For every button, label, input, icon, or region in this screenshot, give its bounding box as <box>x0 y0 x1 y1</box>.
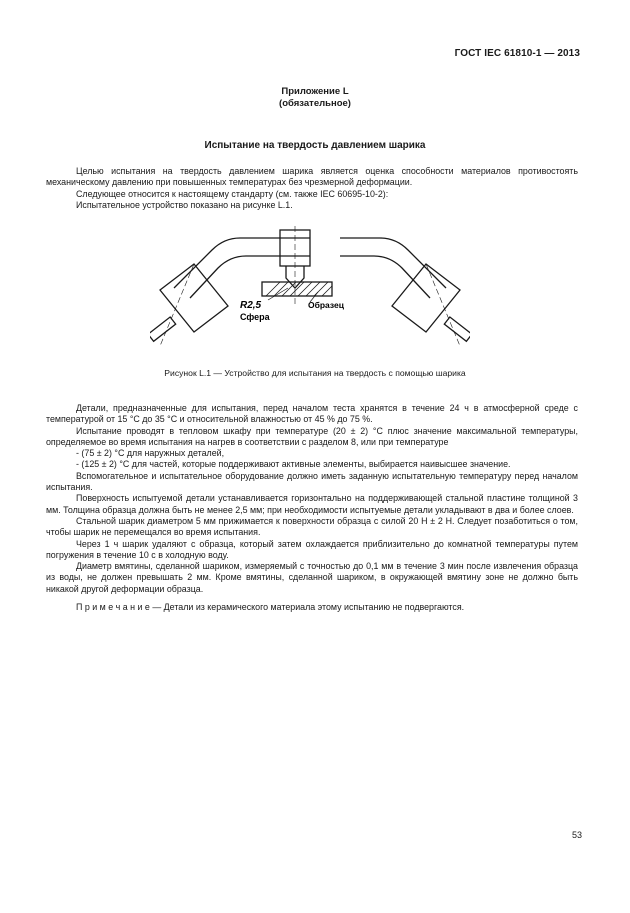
annex-title: Приложение L <box>281 86 349 97</box>
section-title: Испытание на твердость давлением шарика <box>204 140 426 151</box>
paragraph: Стальной шарик диаметром 5 мм прижимается к поверхности образца с силой 20 Н ± 2 Н. Следует позаботиться о том, чтобы шарик не перемещался во время испытания. <box>46 515 578 538</box>
annex-heading <box>0 86 630 110</box>
paragraph: Испытание проводят в тепловом шкафу при температуре (20 ± 2) °С плюс значение максимальной температуры, определяемое во время испытания на нагрев в соответствии с разделом 8, или при температуре <box>46 425 578 447</box>
list-item: - (75 ± 2) °С для наружных деталей, <box>76 448 225 459</box>
paragraph: Следующее относится к настоящему стандарту (см. также IEC 60695-10-2): <box>76 188 389 199</box>
intro-text <box>46 166 578 211</box>
paragraph: Вспомогательное и испытательное оборудование должно иметь заданную испытательную температуру перед началом испытания. <box>46 470 578 493</box>
list-item: - (125 ± 2) °С для частей, которые поддерживают активные элементы, выбирается наивысшее значение. <box>76 459 511 470</box>
page-number: 53 <box>571 830 582 840</box>
note: П р и м е ч а н и е — Детали из керамического материала этому испытанию не подвергаются. <box>76 602 465 613</box>
figure-caption: Рисунок L.1 — Устройство для испытания на твердость с помощью шарика <box>164 368 466 378</box>
paragraph: Испытательное устройство показано на рисунке L.1. <box>76 199 293 210</box>
ball-pressure-apparatus-figure <box>150 226 470 362</box>
sphere-label: Сфера <box>240 312 270 322</box>
paragraph: Поверхность испытуемой детали устанавливается горизонтально на поддерживающей стальной пластине толщиной 3 мм. Толщина образца должна быть не менее 2,5 мм; при необходимости испытуемые детали укладывают в два и более слоев. <box>46 493 578 515</box>
paragraph: Целью испытания на твердость давлением шарика является оценка способности материалов противостоять механическому давлению при повышенных температурах без чрезмерной деформации. <box>46 166 578 188</box>
paragraph: Детали, предназначенные для испытания, перед началом теста хранятся в течение 24 ч в атмосферной среде с температурой от 15 °С до 35 °С и относительной влажностью от 45 % до 75 %. <box>46 403 578 425</box>
sample-label: Образец <box>308 300 344 310</box>
document-header: ГОСТ IEC 61810-1 — 2013 <box>454 48 580 59</box>
paragraph: Через 1 ч шарик удаляют с образца, который затем охлаждается приблизительно до комнатной температуры путем погружения в течение 10 с в холодную воду. <box>46 538 578 560</box>
paragraph: Диаметр вмятины, сделанной шариком, измеряемый с точностью до 0,1 мм в течение 3 мин после извлечения образца из воды, не должен превышать 2 мм. Кроме вмятины, сделанной шариком, в окружающей вмятину зоне не должно быть никакой другой деформации образца. <box>46 561 578 594</box>
radius-label: R2,5 <box>240 300 262 311</box>
annex-status: (обязательное) <box>279 98 351 109</box>
body-text <box>46 403 578 613</box>
